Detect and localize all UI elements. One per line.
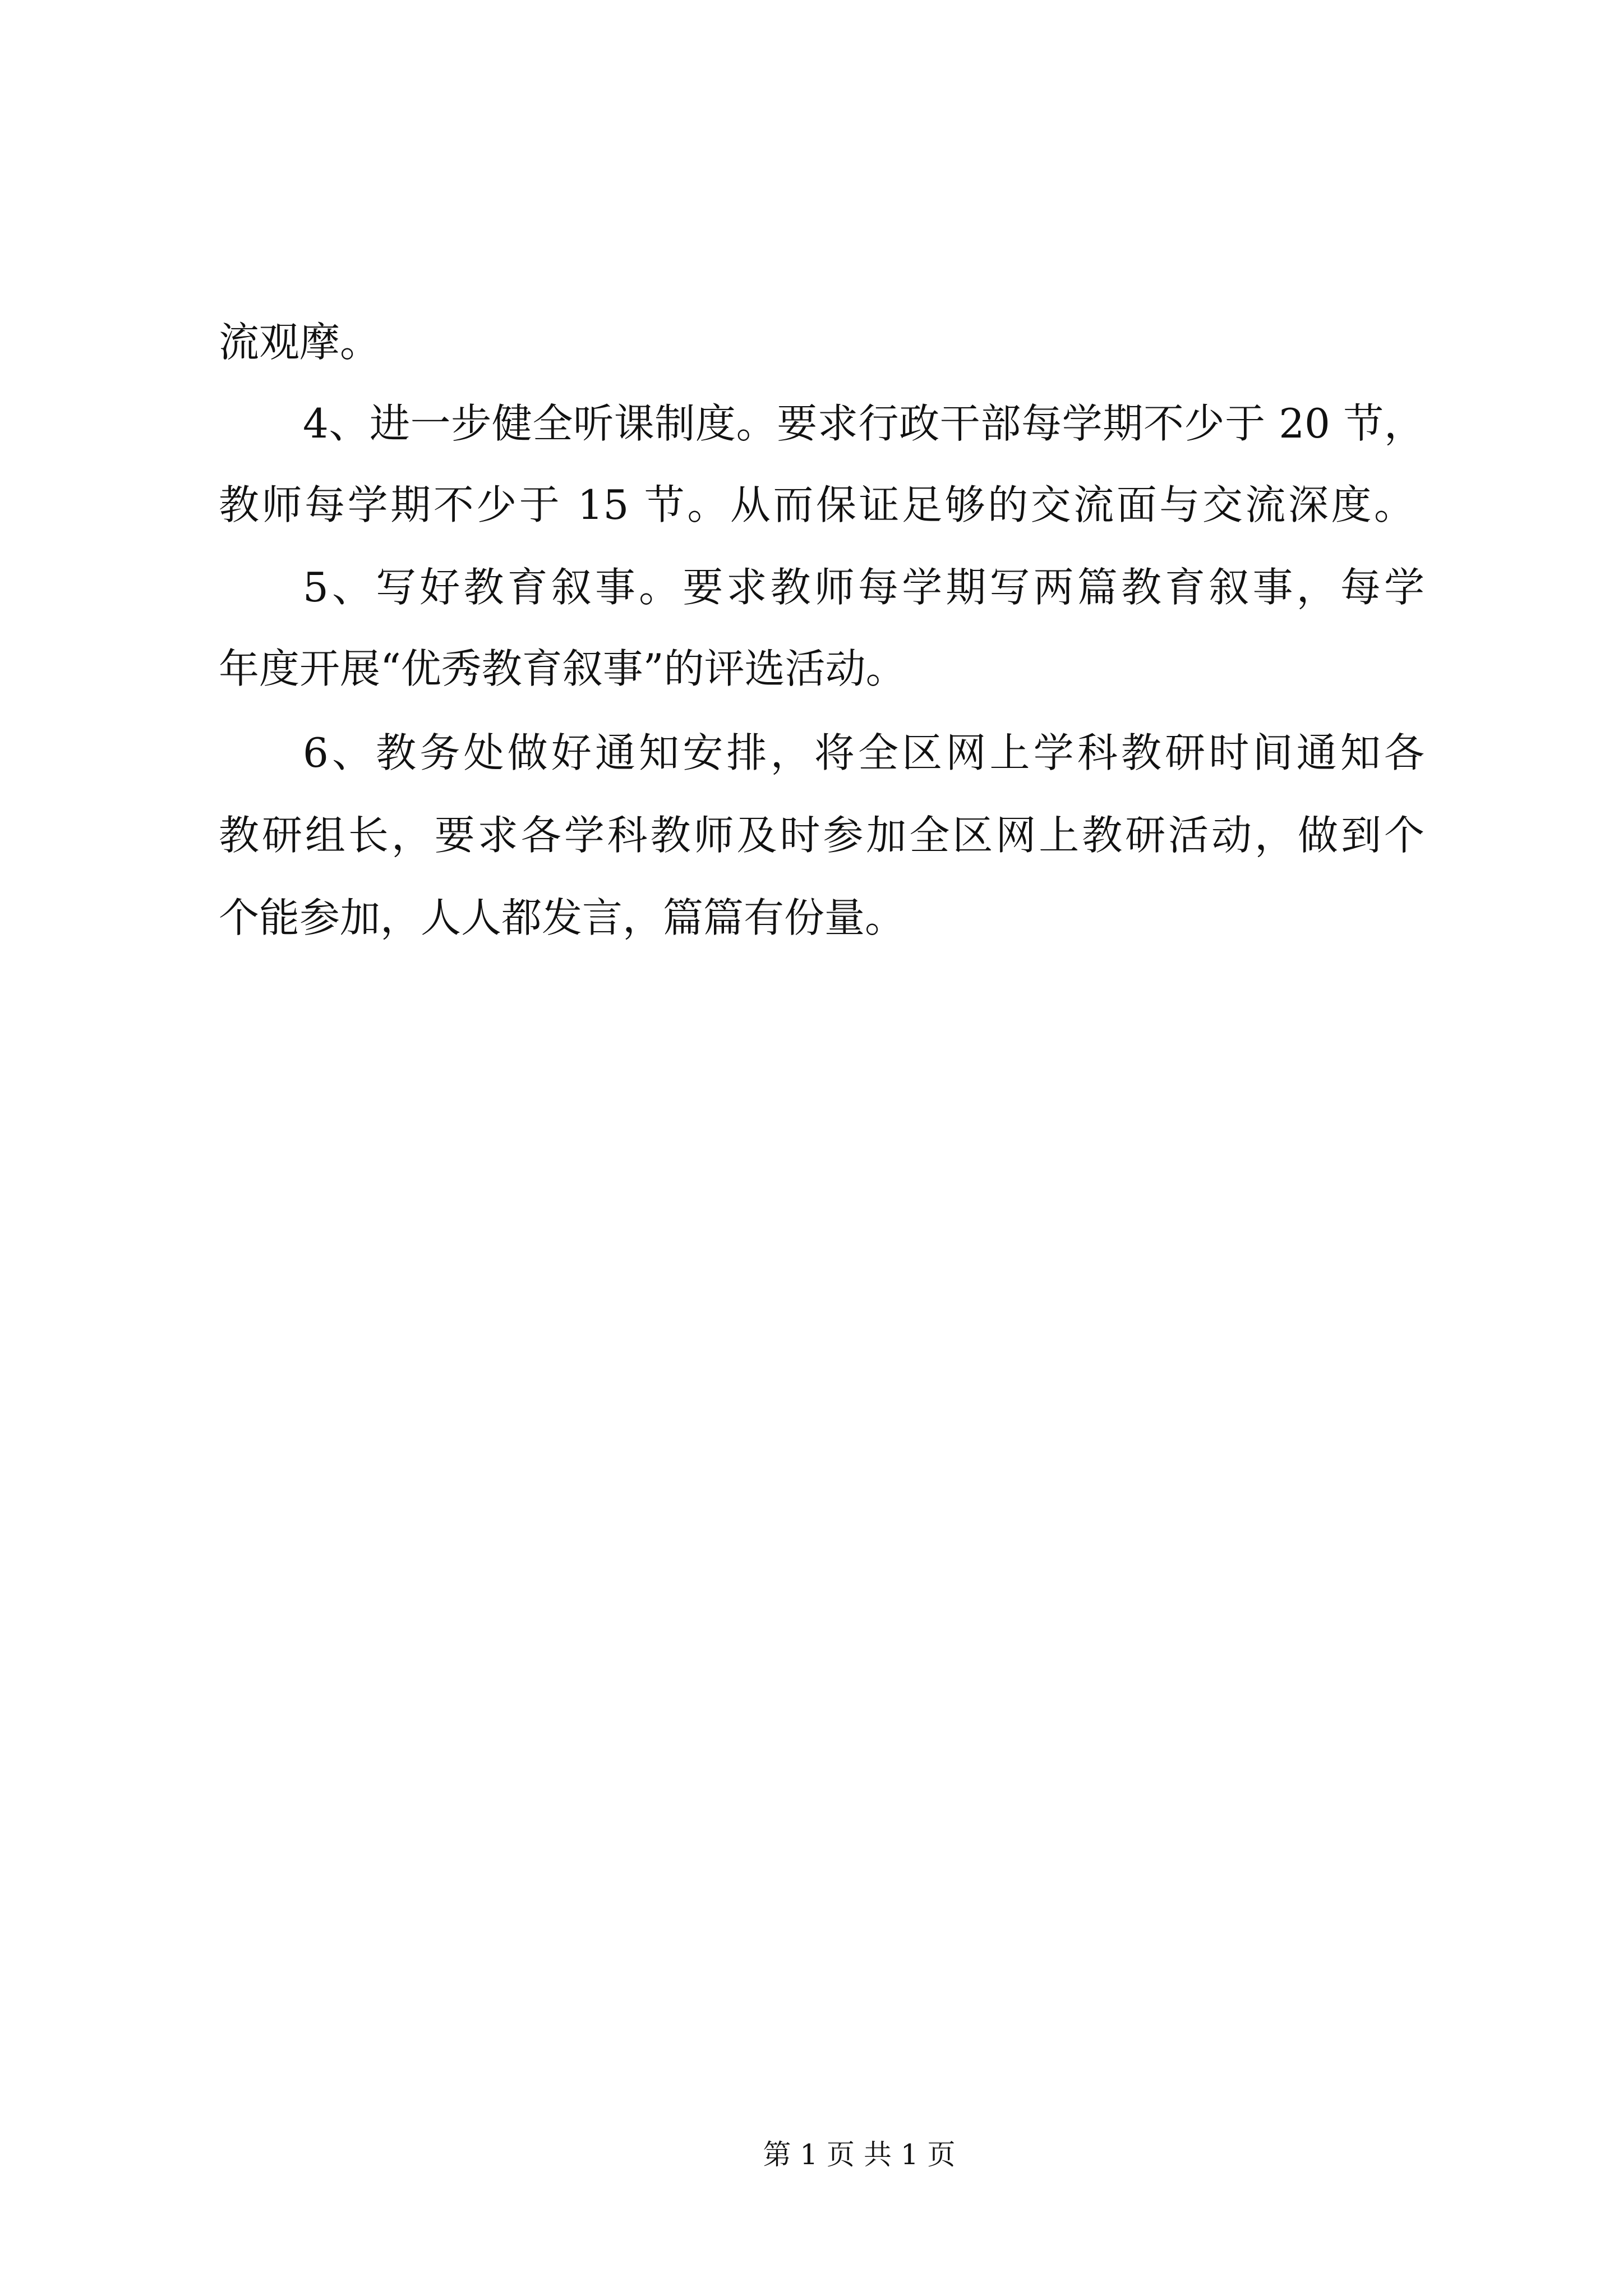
page-number-footer: 第 1 页 共 1 页 xyxy=(763,2138,956,2171)
body-text-line: 教研组长，要求各学科教师及时参加全区网上教研活动，做到个 xyxy=(219,812,1424,859)
body-text-line: 5、写好教育叙事。要求教师每学期写两篇教育叙事，每学 xyxy=(303,564,1424,611)
body-text-line: 6、教务处做好通知安排，将全区网上学科教研时间通知各 xyxy=(303,729,1424,776)
body-text-line: 年度开展“优秀教育叙事”的评选活动。 xyxy=(219,645,906,692)
body-text-line: 流观摩。 xyxy=(219,319,381,366)
body-text-line: 4、进一步健全听课制度。要求行政干部每学期不少于 20 节， xyxy=(303,400,1424,447)
body-text-line: 教师每学期不少于 15 节。从而保证足够的交流面与交流深度。 xyxy=(219,481,1414,528)
body-text-line: 个能参加，人人都发言，篇篇有份量。 xyxy=(219,894,906,941)
